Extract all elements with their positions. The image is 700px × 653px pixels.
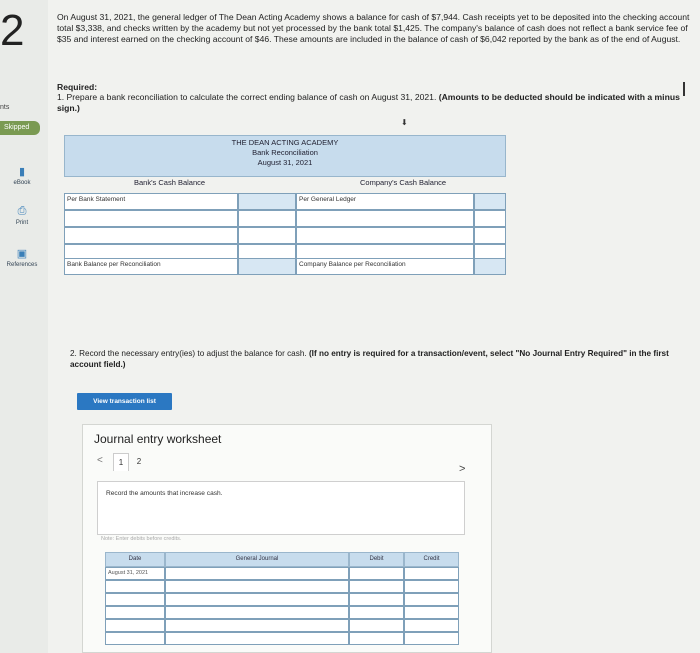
company-name: THE DEAN ACTING ACADEMY (231, 138, 339, 147)
requirement-2 (70, 348, 690, 370)
company-item-2-amount[interactable] (474, 227, 506, 244)
row-2-debit[interactable] (349, 580, 404, 593)
row-2-credit[interactable] (404, 580, 459, 593)
company-start-amount[interactable] (474, 193, 506, 210)
col-general-journal: General Journal (165, 552, 349, 567)
company-start-label: Per General Ledger (296, 193, 474, 210)
row-1-date[interactable]: August 31, 2021 (105, 567, 165, 580)
problem-intro: On August 31, 2021, the general ledger of The Dean Acting Academy shows a balance for cash of $7,944. Cash receipts yet to be deposited into the checking account total $3,338, and checks written by the academy but not yet processed by the bank total $1,425. The company's balance of cash does not reflect a bank service fee of $35 and interest earned on the checking account of $46. These amounts are included in the balance of cash of $6,042 reported by the bank as of the end of August. (57, 12, 690, 44)
instruction-text: Record the amounts that increase cash. (106, 490, 223, 497)
row-6-credit[interactable] (404, 632, 459, 645)
sidebar-print[interactable] (4, 205, 40, 226)
bank-cash-header: Bank's Cash Balance (134, 178, 206, 187)
bank-start-label: Per Bank Statement (64, 193, 238, 210)
bank-item-1-amount[interactable] (238, 210, 296, 227)
company-cash-header: Company's Cash Balance (360, 178, 447, 187)
col-date: Date (105, 552, 165, 567)
required-heading: Required: (57, 82, 98, 92)
requirement-2-note: (If no entry is required for a transaction/event, select "No Journal Entry Required" in the first account field.) (70, 349, 669, 369)
worksheet-title: Journal entry worksheet (94, 432, 222, 446)
row-4-date[interactable] (105, 606, 165, 619)
row-5-credit[interactable] (404, 619, 459, 632)
row-2-account[interactable] (165, 580, 349, 593)
bank-end-label: Bank Balance per Reconciliation (64, 258, 238, 275)
reconciliation-header (64, 135, 506, 177)
mouse-pointer-icon: ⬇ (401, 118, 408, 127)
company-item-2-label[interactable] (296, 227, 474, 244)
debit-credit-note: Note: Enter debits before credits. (101, 536, 182, 542)
col-debit: Debit (349, 552, 404, 567)
row-1-account[interactable] (165, 567, 349, 580)
row-4-account[interactable] (165, 606, 349, 619)
sidebar-references-label: References (6, 262, 38, 268)
tab-1[interactable]: 1 (113, 453, 129, 471)
bank-reconciliation-table (64, 135, 506, 275)
row-3-account[interactable] (165, 593, 349, 606)
col-credit: Credit (404, 552, 459, 567)
journal-entry-worksheet (82, 424, 492, 653)
bank-item-2-label[interactable] (64, 227, 238, 244)
company-end-label: Company Balance per Reconciliation (296, 258, 474, 275)
row-4-debit[interactable] (349, 606, 404, 619)
requirement-1-note: (Amounts to be deducted should be indicated with a minus sign.) (57, 92, 680, 113)
bank-end-amount[interactable] (238, 258, 296, 275)
row-2-date[interactable] (105, 580, 165, 593)
row-6-account[interactable] (165, 632, 349, 645)
row-6-debit[interactable] (349, 632, 404, 645)
row-3-credit[interactable] (404, 593, 459, 606)
requirement-1 (57, 92, 697, 114)
tab-2[interactable]: 2 (136, 457, 142, 466)
references-icon: ▣ (16, 248, 28, 260)
row-4-credit[interactable] (404, 606, 459, 619)
next-arrow-icon[interactable]: > (459, 463, 466, 475)
print-icon: ⎙ (17, 205, 27, 217)
row-3-date[interactable] (105, 593, 165, 606)
prev-arrow-icon[interactable]: < (97, 455, 103, 466)
company-item-1-label[interactable] (296, 210, 474, 227)
sidebar-ebook-label: eBook (13, 180, 31, 186)
row-1-debit[interactable] (349, 567, 404, 580)
skipped-badge: Skipped (0, 121, 40, 135)
bank-item-1-label[interactable] (64, 210, 238, 227)
sidebar-ebook[interactable] (4, 165, 40, 186)
requirement-1-text: 1. Prepare a bank reconciliation to calculate the correct ending balance of cash on August 31, 2021. (57, 92, 437, 102)
row-1-credit[interactable] (404, 567, 459, 580)
row-3-debit[interactable] (349, 593, 404, 606)
sidebar-print-label: Print (15, 220, 29, 226)
instruction-box (97, 481, 465, 535)
view-transaction-list-button[interactable]: View transaction list (77, 393, 172, 410)
book-icon: ▮ (18, 166, 26, 178)
bank-item-2-amount[interactable] (238, 227, 296, 244)
text-cursor (683, 82, 685, 96)
company-end-amount[interactable] (474, 258, 506, 275)
question-number: 2 (0, 6, 25, 55)
bank-start-amount[interactable] (238, 193, 296, 210)
company-item-1-amount[interactable] (474, 210, 506, 227)
row-5-debit[interactable] (349, 619, 404, 632)
row-5-date[interactable] (105, 619, 165, 632)
requirement-2-text: 2. Record the necessary entry(ies) to adjust the balance for cash. (70, 349, 307, 358)
row-6-date[interactable] (105, 632, 165, 645)
reconciliation-title: Bank Reconciliation (252, 148, 318, 157)
reconciliation-date: August 31, 2021 (257, 158, 313, 167)
row-5-account[interactable] (165, 619, 349, 632)
points-label: nts (0, 104, 10, 111)
sidebar-references[interactable] (4, 247, 40, 268)
